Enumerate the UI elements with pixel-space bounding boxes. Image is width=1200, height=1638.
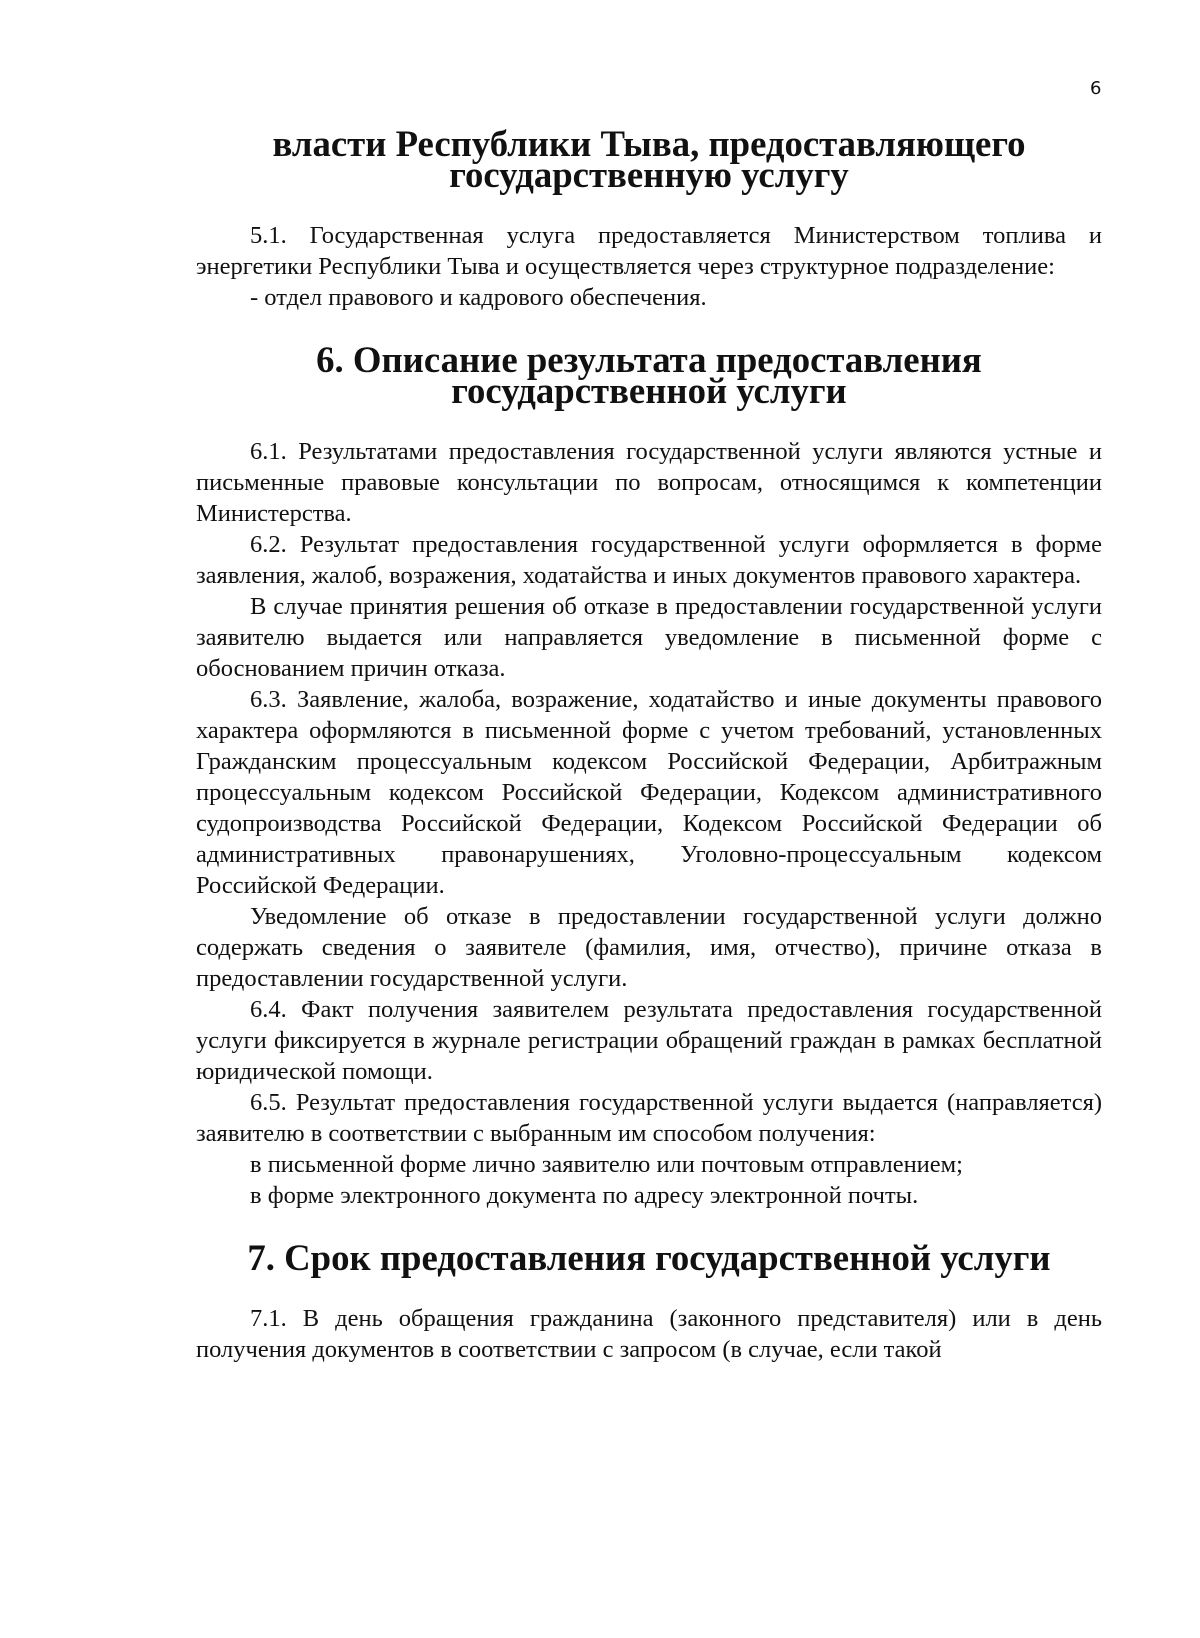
heading-line: государственную услугу — [449, 154, 849, 195]
paragraph-6-1: 6.1. Результатами предоставления государственной услуги являются устные и письменные правовые консультации по вопросам, относящимся к компетенции Министерства. — [196, 438, 1102, 527]
paragraph-5-list-item: - отдел правового и кадрового обеспечения. — [250, 284, 707, 311]
heading-section-6 — [196, 339, 1102, 411]
paragraph-6-3: 6.3. Заявление, жалоба, возражение, ходатайство и иные документы правового характера оформляются в письменной форме с учетом требований, установленных Гражданским процессуальным кодексом Российской Федерации, Арбитражным процессуальным кодексом Российской Федерации, Кодексом административного судопроизводства Российской Федерации, Кодексом Российской Федерации об административных правонарушениях, Уголовно-процессуальным кодексом Российской Федерации. — [196, 686, 1102, 899]
paragraph-6-2: 6.2. Результат предоставления государственной услуги оформляется в форме заявления, жалоб, возражения, ходатайства и иных документов правового характера. — [196, 531, 1102, 589]
heading-section-5 — [196, 123, 1102, 195]
paragraph-6-5: 6.5. Результат предоставления государственной услуги выдается (направляется) заявителю в соответствии с выбранным им способом получения: — [196, 1089, 1102, 1147]
heading-line: государственной услуги — [451, 370, 847, 411]
heading-section-7 — [196, 1237, 1102, 1278]
paragraph-6-3-notice: Уведомление об отказе в предоставлении государственной услуги должно содержать сведения о заявителе (фамилия, имя, отчество), причине отказа в предоставлении государственной услуги. — [196, 903, 1102, 992]
heading-line: 7. Срок предоставления государственной услуги — [247, 1237, 1051, 1278]
paragraph-6-5-option-paper: в письменной форме лично заявителю или почтовым отправлением; — [250, 1151, 963, 1178]
paragraph-6-5-option-email: в форме электронного документа по адресу электронной почты. — [250, 1182, 919, 1209]
paragraph-6-2-refusal: В случае принятия решения об отказе в предоставлении государственной услуги заявителю выдается или направляется уведомление в письменной форме с обоснованием причин отказа. — [196, 593, 1102, 682]
heading-line: 6. Описание результата предоставления — [316, 339, 982, 380]
paragraph-6-4: 6.4. Факт получения заявителем результата предоставления государственной услуги фиксируется в журнале регистрации обращений граждан в рамках бесплатной юридической помощи. — [196, 996, 1102, 1085]
paragraph-7-1: 7.1. В день обращения гражданина (законного представителя) или в день получения документов в соответствии с запросом (в случае, если такой — [196, 1305, 1102, 1363]
page-number: 6 — [1090, 78, 1102, 99]
document-body — [196, 123, 1102, 1365]
heading-line: власти Республики Тыва, предоставляющего — [272, 123, 1026, 164]
paragraph-5-1: 5.1. Государственная услуга предоставляется Министерством топлива и энергетики Республики Тыва и осуществляется через структурное подразделение: — [196, 222, 1102, 280]
